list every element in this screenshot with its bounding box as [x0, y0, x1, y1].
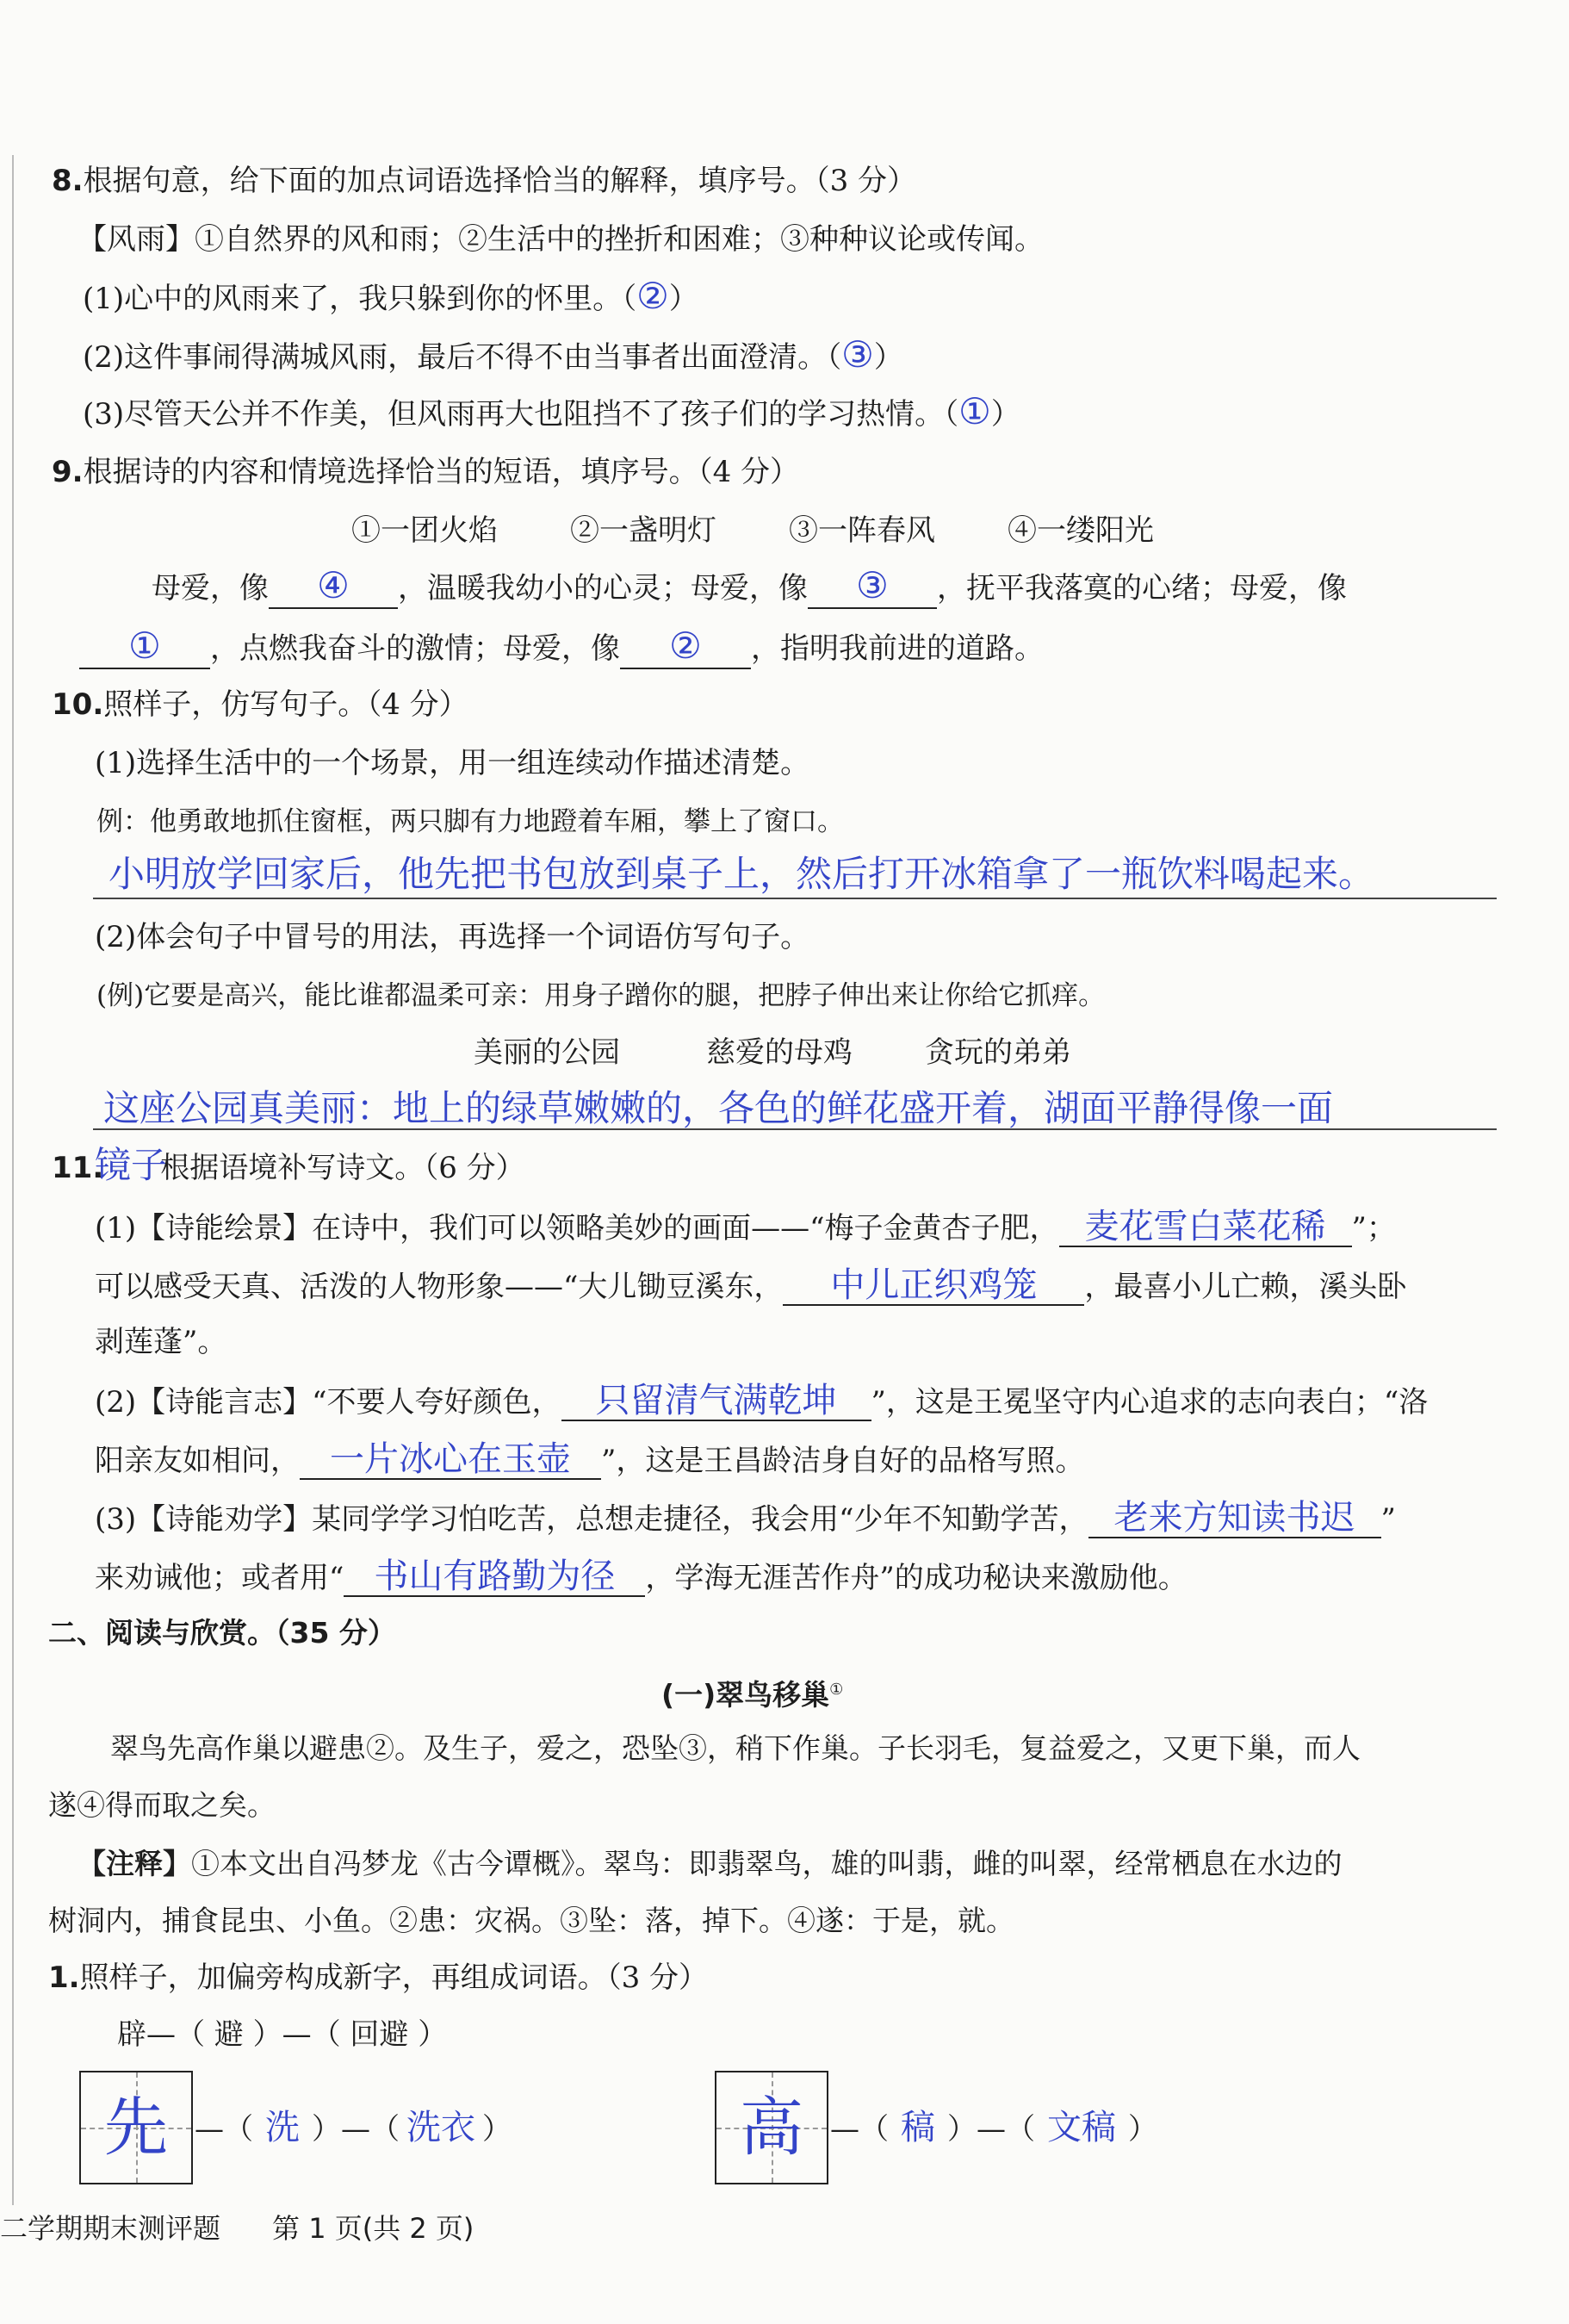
q1-char-2: 高 [740, 2091, 803, 2165]
q11-line-2 [95, 1266, 1406, 1306]
footer-page-number: 第 1 页(共 2 页) [272, 2212, 474, 2245]
q10-title-text: 照样子，仿写句子。（4 分） [103, 687, 468, 722]
q11-line-1 [95, 1208, 1396, 1247]
q8-definition: 【风雨】①自然界的风和雨；②生活中的挫折和困难；③种种议论或传闻。 [78, 222, 1044, 257]
q11-number: 11. [52, 1151, 104, 1185]
q9-blank-2 [808, 564, 937, 609]
q8-s2-text: (2)这件事闹得满城风雨，最后不得不由当事者出面澄清。（ [83, 340, 842, 375]
q8-sentence-2 [83, 333, 903, 376]
q9-option-3: ③一阵春风 [789, 513, 935, 548]
part2-note-label: 【注释】 [78, 1847, 191, 1880]
q10-choices [474, 1034, 1071, 1072]
q9-answer-4: ② [669, 624, 702, 667]
q9-p5: ，指明我前进的道路。 [751, 631, 1044, 666]
q11-l4b: ”，这是王冕坚守内心追求的志向表白；“洛 [871, 1385, 1429, 1420]
q1-end-1: ） [482, 2112, 512, 2147]
q11-line-4 [95, 1382, 1428, 1421]
part2-note1-text: ①本文出自冯梦龙《古今谭概》。翠鸟：即翡翠鸟，雄的叫翡，雌的叫翠，经常栖息在水边的 [191, 1847, 1343, 1880]
q8-number: 8. [52, 164, 84, 198]
q1-example: 辟—（ 避 ）—（ 回避 ） [117, 2017, 448, 2052]
q10-sub-2: (2)体会句子中冒号的用法，再选择一个词语仿写句子。 [95, 920, 810, 954]
q1-row-1 [195, 2109, 512, 2148]
q11-line-5 [95, 1440, 1084, 1480]
q9-answer-3: ① [128, 624, 161, 667]
q9-option-2: ②一盏明灯 [570, 513, 716, 548]
q11-answer-4: 一片冰心在玉壶 [300, 1440, 601, 1480]
q1-dash-1: —（ [195, 2112, 253, 2147]
q1-row-2 [830, 2109, 1157, 2148]
q9-p3: ，抚平我落寞的心绪；母爱，像 [937, 571, 1347, 606]
q8-s1-text: (1)心中的风雨来了，我只躲到你的怀里。（ [83, 282, 637, 316]
q9-options [351, 512, 1154, 550]
q8-sentence-3 [83, 390, 1020, 433]
q8-answer-2: ③ [841, 333, 874, 376]
q9-p1: 母爱，像 [152, 571, 269, 606]
page-footer [0, 2207, 474, 2246]
part2-note-1 [78, 1845, 1343, 1883]
q10-answer-1-line [93, 898, 1497, 899]
q11-l1b: ”； [1351, 1211, 1396, 1246]
q1-mid-1: ）—（ [312, 2112, 400, 2147]
q1-mid-2: ）—（ [947, 2112, 1035, 2147]
q10-choice-3: 贪玩的弟弟 [925, 1035, 1071, 1070]
part2-note-2: 树洞内，捕食昆虫、小鱼。②患：灾祸。③坠：落，掉下。④遂：于是，就。 [48, 1904, 1014, 1937]
q1-number: 1. [48, 1960, 80, 1995]
q9-p4: ，点燃我奋斗的激情；母爱，像 [210, 631, 620, 666]
q10-answer-2-line [93, 1128, 1497, 1130]
part2-heading: 二、阅读与欣赏。（35 分） [48, 1616, 396, 1650]
q8-title [52, 162, 916, 200]
q10-answer-2-tail: 镜子 [95, 1144, 168, 1186]
q8-close-3: ） [990, 397, 1020, 432]
q11-l5a: 阳亲友如相问， [95, 1444, 300, 1478]
q9-answer-2: ③ [856, 564, 889, 606]
q11-l2b: ，最喜小儿亡赖，溪头卧 [1084, 1270, 1407, 1304]
q1-dash-2: —（ [830, 2112, 889, 2147]
q11-l4a: (2)【诗能言志】“不要人夸好颜色， [95, 1385, 561, 1420]
q10-answer-1: 小明放学回家后，他先把书包放到桌子上，然后打开冰箱拿了一瓶饮料喝起来。 [109, 853, 1375, 895]
q9-option-4: ④一缕阳光 [1008, 513, 1154, 548]
q1-char-box-1 [79, 2071, 193, 2184]
q11-answer-5: 老来方知读书迟 [1088, 1499, 1381, 1538]
q9-line-1 [152, 564, 1347, 609]
q9-option-1: ①一团火焰 [351, 513, 498, 548]
q10-sub-1: (1)选择生活中的一个场景，用一组连续动作描述清楚。 [95, 746, 810, 780]
q10-example-1: 例：他勇敢地抓住窗框，两只脚有力地蹬着车厢，攀上了窗口。 [96, 806, 844, 837]
q9-answer-1: ④ [317, 564, 350, 606]
q10-title [52, 686, 468, 724]
q11-l1a: (1)【诗能绘景】在诗中，我们可以领略美妙的画面——“梅子金黄杏子肥， [95, 1211, 1059, 1246]
q10-answer-2: 这座公园真美丽：地上的绿草嫩嫩的，各色的鲜花盛开着，湖面平静得像一面 [103, 1087, 1334, 1129]
q1-end-2: ） [1128, 2112, 1157, 2147]
q11-answer-3: 只留清气满乾坤 [561, 1382, 871, 1421]
q9-p2: ，温暖我幼小的心灵；母爱，像 [398, 571, 808, 606]
q11-l7b: ，学海无涯苦作舟”的成功秘诀来激励他。 [645, 1561, 1188, 1595]
q9-title [52, 453, 799, 491]
q1-char-1: 先 [104, 2091, 168, 2165]
q11-title-text: 根据语境补写诗文。（6 分） [160, 1151, 525, 1185]
q11-line-7 [95, 1557, 1188, 1597]
part2-text-1: 翠鸟先高作巢以避患②。及生子，爱之，恐坠③，稍下作巢。子长羽毛，复益爱之，又更下巢，而人 [110, 1731, 1361, 1765]
q11-answer-6: 书山有路勤为径 [344, 1557, 645, 1597]
q9-blank-1 [269, 564, 398, 609]
q11-answer-2: 中儿正织鸡笼 [783, 1266, 1084, 1306]
q1-answer-1b: 洗衣 [406, 2108, 475, 2147]
q9-blank-3 [79, 624, 210, 669]
footer-title: 二学期期末测评题 [0, 2212, 221, 2245]
q8-close-1: ） [668, 282, 698, 316]
part2-subtitle [661, 1671, 843, 1714]
q11-l2a: 可以感受天真、活泼的人物形象——“大儿锄豆溪东， [95, 1270, 784, 1304]
q1-answer-1a: 洗 [265, 2108, 300, 2147]
q1-char-box-2 [715, 2071, 828, 2184]
q8-s3-text: (3)尽管天公并不作美，但风雨再大也阻挡不了孩子们的学习热情。（ [83, 397, 959, 432]
page-margin-line [12, 155, 14, 2205]
q10-example-2: (例)它要是高兴，能比谁都温柔可亲：用身子蹭你的腿，把脖子伸出来让你给它抓痒。 [96, 980, 1106, 1011]
q9-title-text: 根据诗的内容和情境选择恰当的短语，填序号。（4 分） [83, 455, 800, 489]
q10-choice-2: 慈爱的母鸡 [706, 1035, 853, 1070]
q8-title-text: 根据句意，给下面的加点词语选择恰当的解释，填序号。（3 分） [83, 164, 917, 198]
part2-text-2: 遂④得而取之矣。 [48, 1788, 276, 1822]
q1-title-text: 照样子，加偏旁构成新字，再组成词语。（3 分） [79, 1960, 709, 1995]
q1-title [48, 1959, 708, 1997]
q11-line-3: 剥莲蓬”。 [95, 1325, 227, 1359]
q9-line-2 [79, 624, 1044, 669]
q9-blank-4 [620, 624, 751, 669]
q1-answer-2a: 稿 [901, 2108, 935, 2147]
q9-number: 9. [52, 455, 84, 489]
q8-close-2: ） [873, 340, 903, 375]
q8-answer-1: ② [636, 275, 669, 317]
q10-choice-1: 美丽的公园 [474, 1035, 620, 1070]
part2-subtitle-note: ① [829, 1681, 844, 1699]
part2-subtitle-text: (一)翠鸟移巢 [661, 1678, 830, 1712]
q11-answer-1: 麦花雪白菜花稀 [1059, 1208, 1352, 1247]
q1-answer-2b: 文稿 [1047, 2108, 1116, 2147]
q8-sentence-1 [83, 275, 698, 318]
q8-answer-3: ① [958, 390, 991, 432]
q10-number: 10. [52, 687, 104, 722]
q11-l6b: ” [1380, 1502, 1396, 1537]
q11-title [52, 1149, 525, 1187]
q11-l6a: (3)【诗能劝学】某同学学习怕吃苦，总想走捷径，我会用“少年不知勤学苦， [95, 1502, 1088, 1537]
q11-line-6 [95, 1499, 1396, 1538]
q11-l7a: 来劝诫他；或者用“ [95, 1561, 344, 1595]
q11-l5b: ”，这是王昌龄洁身自好的品格写照。 [601, 1444, 1085, 1478]
